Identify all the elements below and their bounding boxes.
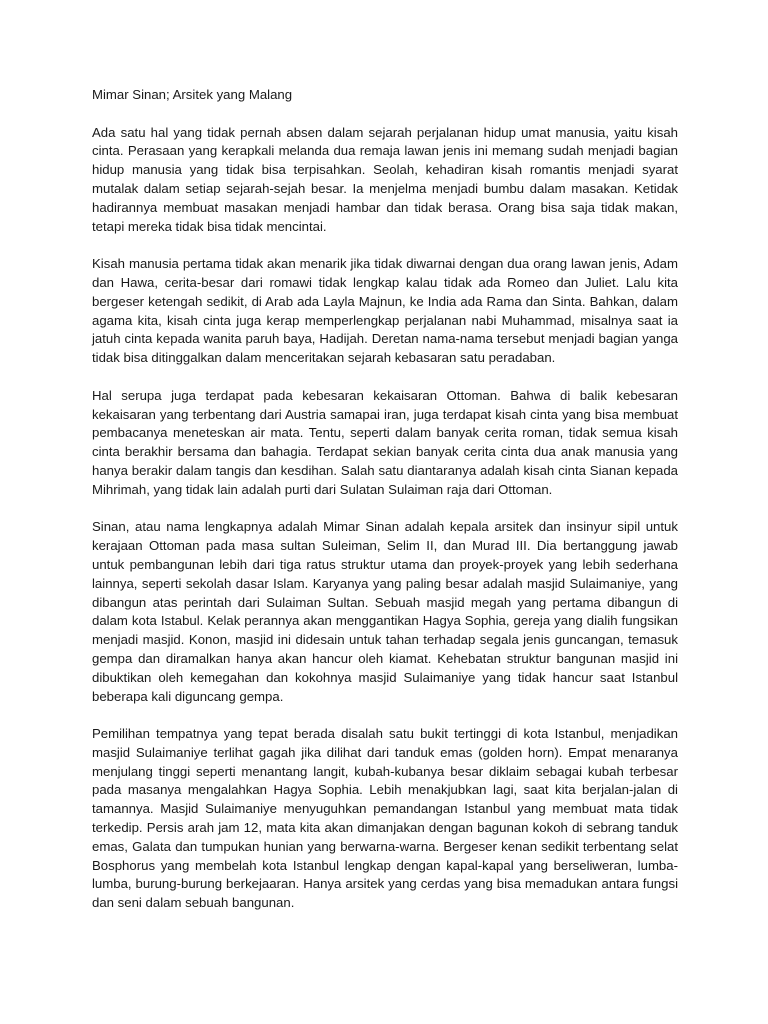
paragraph-3: Hal serupa juga terdapat pada kebesaran kekaisaran Ottoman. Bahwa di balik kebesaran kekaisaran yang terbentang dari Austria samapai iran, juga terdapat kisah cinta yang bisa membuat pembacanya meneteskan air mata. Tentu, seperti dalam banyak cerita roman, tidak semua kisah cinta berakhir bersama dan bahagia. Terdapat sekian banyak cerita cinta dua anak manusia yang hanya berakir dalam tangis dan kesdihan. Salah satu diantaranya adalah kisah cinta Sianan kepada Mihrimah, yang tidak lain adalah purti dari Sulatan Sulaiman raja dari Ottoman. xyxy=(92,387,678,497)
paragraph-1: Ada satu hal yang tidak pernah absen dalam sejarah perjalanan hidup umat manusia, yaitu kisah cinta. Perasaan yang kerapkali melanda dua remaja lawan jenis ini memang sudah menjadi bagian hidup manusia yang tidak bisa terpisahkan. Seolah, kehadiran kisah romantis menjadi syarat mutalak dalam setiap sejarah-sejah besar. Ia menjelma menjadi bumbu dalam masakan. Ketidak hadirannya membuat masakan menjadi hambar dan tidak berasa. Orang bisa saja tidak makan, tetapi mereka tidak bisa tidak mencintai. xyxy=(92,124,678,234)
paragraph-5: Pemilihan tempatnya yang tepat berada disalah satu bukit tertinggi di kota Istanbul, menjadikan masjid Sulaimaniye terlihat gagah jika dilihat dari tanduk emas (golden horn). Empat menaranya menjulang tinggi seperti menantang langit, kubah-kubanya besar diklaim sebagai kubah terbesar pada masanya mengalahkan Hagya Sophia. Lebih menakjubkan lagi, saat kita berjalan-jalan di tamannya. Masjid Sulaimaniye menyuguhkan pemandangan Istanbul yang membuat mata tidak terkedip. Persis arah jam 12, mata kita akan dimanjakan dengan bagunan kokoh di sebrang tanduk emas, Galata dan tumpukan hunian yang berwarna-warna. Bergeser kenan sedikit terbentang selat Bosphorus yang membelah kota Istanbul lengkap dengan kapal-kapal yang berseliweran, lumba-lumba, burung-burung berkejaaran. Hanya arsitek yang cerdas yang bisa memadukan antara fungsi dan seni dalam sebuah bangunan. xyxy=(92,726,678,911)
paragraph-4: Sinan, atau nama lengkapnya adalah Mimar Sinan adalah kepala arsitek dan insinyur sipil untuk kerajaan Ottoman pada masa sultan Suleiman, Selim II, dan Murad III. Dia bertanggung jawab untuk pembangunan lebih dari tiga ratus struktur utama dan proyek-proyek yang lebih sederhana lainnya, seperti sekolah dasar Islam. Karyanya yang paling besar adalah masjid Sulaimaniye, yang dibangun atas perintah dari Sulaiman Sultan. Sebuah masjid megah yang pertama dibangun di dalam kota Istabul. Kelak perannya akan menggantikan Hagya Sophia, gereja yang dialih fungsikan menjadi masjid. Konon, masjid ini didesain untuk tahan terhadap segala jenis guncangan, temasuk gempa dan diramalkan hanya akan hancur oleh kiamat. Kehebatan struktur bangunan masjid ini dibuktikan oleh kemegahan dan kokohnya masjid Sulaimaniye yang tidak hancur saat Istanbul beberapa kali diguncang gempa. xyxy=(92,519,678,704)
document-title: Mimar Sinan; Arsitek yang Malang xyxy=(92,87,293,102)
paragraph-2: Kisah manusia pertama tidak akan menarik jika tidak diwarnai dengan dua orang lawan jenis, Adam dan Hawa, cerita-besar dari romawi tidak lengkap kalau tidak ada Romeo dan Juliet. Lalu kita bergeser ketengah sedikit, di Arab ada Layla Majnun, ke India ada Rama dan Sinta. Bahkan, dalam agama kita, kisah cinta juga kerap memperlengkap perjalanan nabi Muhammad, misalnya saat ia jatuh cinta kepada wanita paruh baya, Hadijah. Deretan nama-nama tersebut menjadi bagian yanga tidak bisa ditinggalkan dalam menceritakan sejarah kebasaran satu peradaban. xyxy=(92,256,678,366)
document-page xyxy=(92,86,678,932)
